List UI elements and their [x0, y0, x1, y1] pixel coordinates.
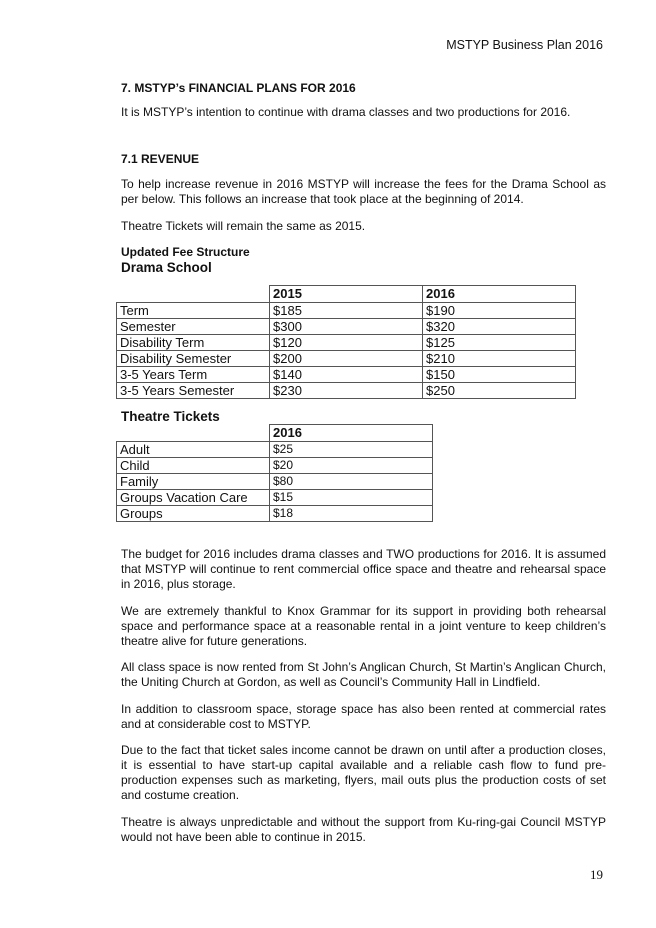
body-paragraph-budget: The budget for 2016 includes drama classes and TWO productions for 2016. It is assumed that MSTYP will continue to rent commercial office space and theatre and rehearsal space in 2016, plus storage.	[121, 547, 606, 591]
fee-2015: $140	[270, 367, 423, 383]
body-paragraph-knox: We are extremely thankful to Knox Grammar for its support in providing both rehearsal space and performance space at a reasonable rental in a joint venture to keep children’s theatre alive for future generations.	[121, 604, 606, 648]
row-label: Disability Semester	[117, 351, 270, 367]
fee-2015: $200	[270, 351, 423, 367]
row-label: Groups Vacation Care	[117, 490, 270, 506]
body-paragraph-class-space: All class space is now rented from St John’s Anglican Church, St Martin’s Anglican Church, the Uniting Church at Gordon, as well as Council’s Community Hall in Lindfield.	[121, 660, 606, 689]
table-row	[117, 474, 433, 490]
column-header-2016: 2016	[270, 425, 433, 442]
theatre-tickets-title: Theatre Tickets	[121, 409, 220, 424]
body-paragraph-cashflow: Due to the fact that ticket sales income cannot be drawn on until after a production closes, it is essential to have start-up capital available and a reliable cash flow to fund pre-production expenses such as marketing, flyers, mail outs plus the production costs of set and costume creation.	[121, 743, 606, 802]
header-blank-cell	[117, 286, 270, 303]
section-7-intro: It is MSTYP’s intention to continue with drama classes and two productions for 2016.	[121, 105, 571, 119]
table-row	[117, 442, 433, 458]
section-7-heading: 7. MSTYP’s FINANCIAL PLANS FOR 2016	[121, 81, 356, 95]
fee-2016: $210	[423, 351, 576, 367]
table-row	[117, 367, 576, 383]
table-row	[117, 506, 433, 522]
ticket-price: $18	[270, 506, 433, 522]
drama-school-fee-table	[116, 285, 576, 399]
fee-2016: $190	[423, 303, 576, 319]
running-header: MSTYP Business Plan 2016	[446, 38, 603, 52]
fee-2015: $230	[270, 383, 423, 399]
ticket-price: $80	[270, 474, 433, 490]
theatre-tickets-table	[116, 424, 433, 522]
fee-2016: $125	[423, 335, 576, 351]
row-label: 3-5 Years Term	[117, 367, 270, 383]
row-label: Child	[117, 458, 270, 474]
fee-structure-title: Updated Fee Structure	[121, 245, 250, 259]
row-label: Disability Term	[117, 335, 270, 351]
table-row	[117, 490, 433, 506]
fee-2016: $320	[423, 319, 576, 335]
table-row	[117, 458, 433, 474]
body-paragraph-storage: In addition to classroom space, storage space has also been rented at commercial rates and at considerable cost to MSTYP.	[121, 702, 606, 731]
ticket-price: $20	[270, 458, 433, 474]
revenue-paragraph: To help increase revenue in 2016 MSTYP will increase the fees for the Drama School as per below. This follows an increase that took place at the beginning of 2014.	[121, 177, 606, 206]
page-number: 19	[590, 867, 603, 882]
section-7-1-heading: 7.1 REVENUE	[121, 152, 200, 166]
fee-2015: $120	[270, 335, 423, 351]
table-header-row	[117, 425, 433, 442]
table-row	[117, 351, 576, 367]
table-header-row	[117, 286, 576, 303]
table-row	[117, 319, 576, 335]
tickets-paragraph: Theatre Tickets will remain the same as 2015.	[121, 219, 366, 233]
table-row	[117, 383, 576, 399]
ticket-price: $25	[270, 442, 433, 458]
row-label: Semester	[117, 319, 270, 335]
table-row	[117, 335, 576, 351]
header-blank-cell	[117, 425, 270, 442]
row-label: Family	[117, 474, 270, 490]
row-label: Term	[117, 303, 270, 319]
column-header-2015: 2015	[270, 286, 423, 303]
fee-2015: $300	[270, 319, 423, 335]
table-row	[117, 303, 576, 319]
fee-2015: $185	[270, 303, 423, 319]
row-label: Groups	[117, 506, 270, 522]
fee-2016: $150	[423, 367, 576, 383]
fee-2016: $250	[423, 383, 576, 399]
column-header-2016: 2016	[423, 286, 576, 303]
drama-school-title: Drama School	[121, 260, 212, 275]
row-label: Adult	[117, 442, 270, 458]
ticket-price: $15	[270, 490, 433, 506]
body-paragraph-council: Theatre is always unpredictable and without the support from Ku-ring-gai Council MSTYP would not have been able to continue in 2015.	[121, 815, 606, 844]
row-label: 3-5 Years Semester	[117, 383, 270, 399]
